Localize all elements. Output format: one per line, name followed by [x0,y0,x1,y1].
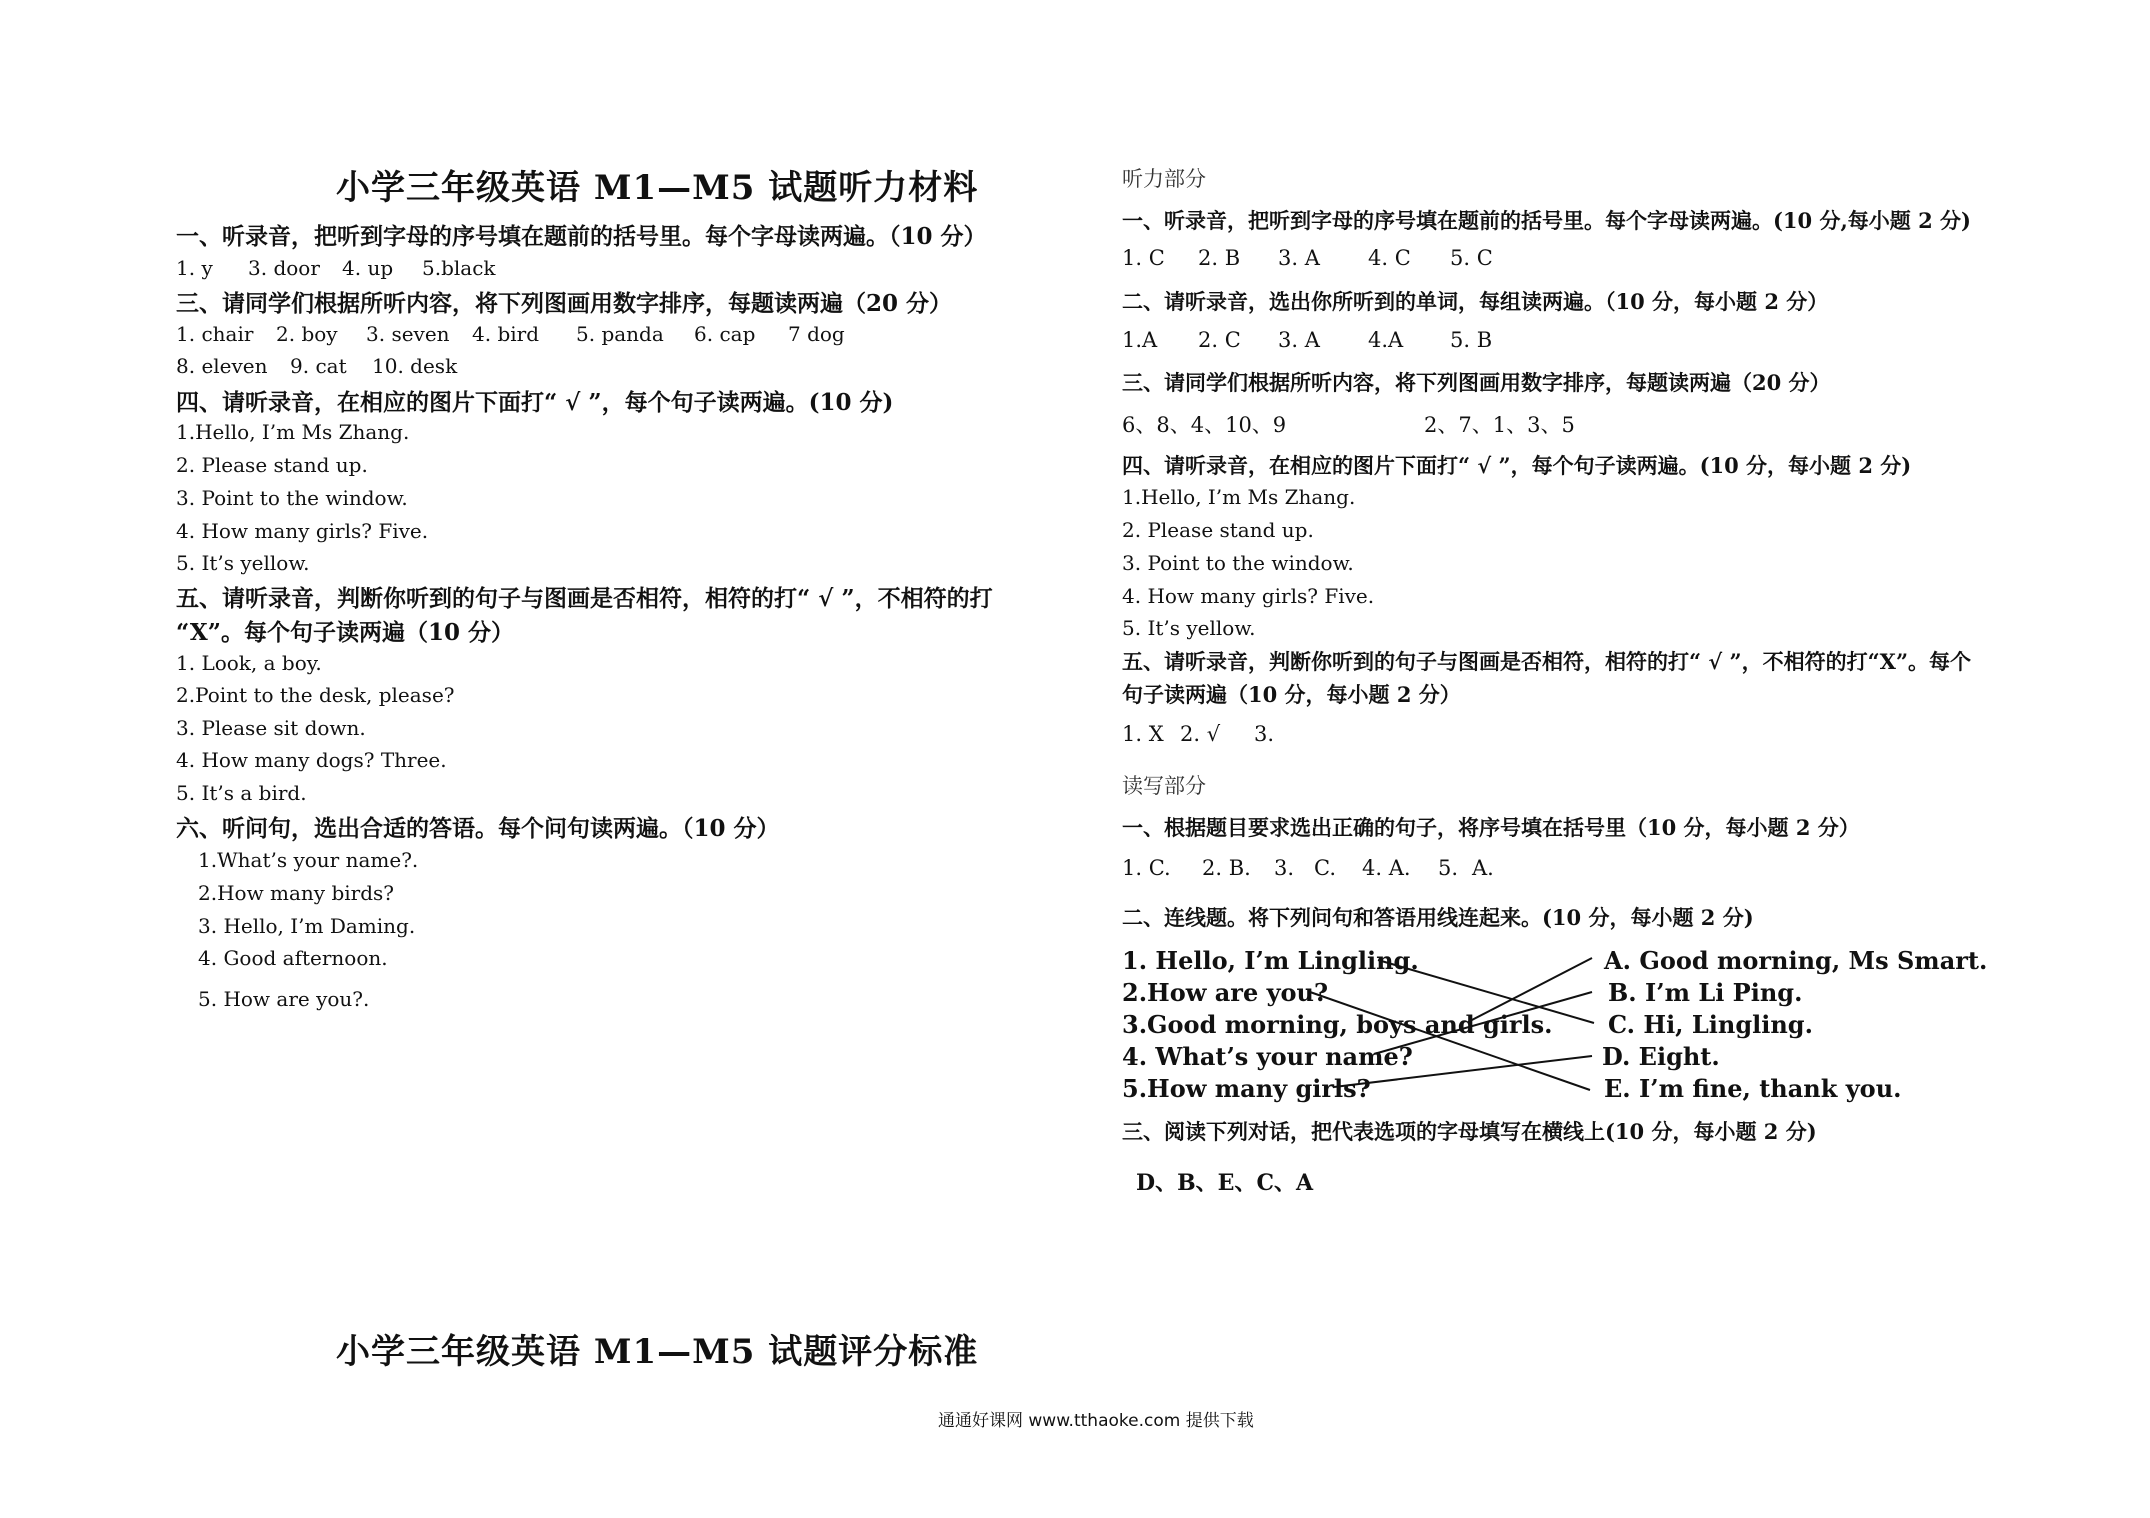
q3-item: 5. panda [576,322,664,346]
q1-item: 1. y [176,256,213,280]
b1-answer: A. [1472,856,1494,880]
q1-item: 4. up [342,256,394,280]
q3-heading: 三、请同学们根据所听内容，将下列图画用数字排序，每题读两遍（20 分） [176,290,953,317]
q6-item: 1.What’s your name?. [198,848,419,872]
match-answer: C. Hi, Lingling. [1608,1010,1813,1039]
match-question: 1. Hello, I’m Lingling. [1122,946,1419,975]
q1-item: 5.black [422,256,496,280]
b2-heading: 二、连线题。将下列问句和答语用线连起来。(10 分，每小题 2 分) [1122,905,1754,930]
a5-answer: 1. X [1122,722,1164,746]
q5-item: 1. Look, a boy. [176,651,322,675]
a4-item: 4. How many girls? Five. [1122,584,1375,608]
a2-answer: 2. C [1198,328,1241,352]
q3-item: 2. boy [276,322,338,346]
a5-answer: 3. [1254,722,1275,746]
a1-answer: 4. C [1368,246,1411,270]
a4-heading: 四、请听录音，在相应的图片下面打“ √ ”，每个句子读两遍。(10 分，每小题 2 分) [1122,453,1912,478]
a1-answer: 5. C [1450,246,1493,270]
a2-answer: 1.A [1122,328,1158,352]
q1-item: 3. door [248,256,320,280]
a2-answer: 3. A [1278,328,1320,352]
q6-item: 5. How are you?. [198,987,370,1011]
matching-exercise [1122,930,2042,1110]
q3-item: 7 dog [788,322,845,346]
q3-item: 10. desk [372,354,458,378]
a5-heading-line1: 五、请听录音，判断你听到的句子与图画是否相符，相符的打“ √ ”，不相符的打“X”。每个 [1122,649,1972,674]
q3-item: 3. seven [366,322,450,346]
q6-item: 4. Good afternoon. [198,946,388,970]
q5-item: 4. How many dogs? Three. [176,748,447,772]
a1-answer: 3. A [1278,246,1320,270]
b1-answer: 5. [1438,856,1459,880]
a2-answer: 5. B [1450,328,1493,352]
match-answer: B. I’m Li Ping. [1608,978,1803,1007]
q4-item: 3. Point to the window. [176,486,408,510]
match-question: 3.Good morning, boys and girls. [1122,1010,1553,1039]
a5-answer: 2. √ [1180,722,1221,746]
q5-item: 5. It’s a bird. [176,781,307,805]
match-answer: E. I’m fine, thank you. [1604,1074,1902,1103]
a3-answer-b: 2、7、1、3、5 [1424,413,1575,437]
q3-item: 4. bird [472,322,540,346]
match-answer: A. Good morning, Ms Smart. [1604,946,1988,975]
q5-heading-line2: “X”。每个句子读两遍（10 分） [176,619,514,646]
q3-item: 8. eleven [176,354,268,378]
listening-section-label: 听力部分 [1122,167,1206,191]
a1-heading: 一、听录音，把听到字母的序号填在题前的括号里。每个字母读两遍。(10 分,每小题 2 分) [1122,208,1971,233]
match-answer: D. Eight. [1602,1042,1720,1071]
a4-item: 1.Hello, I’m Ms Zhang. [1122,485,1356,509]
b1-answer: C. [1314,856,1336,880]
q5-heading-line1: 五、请听录音，判断你听到的句子与图画是否相符，相符的打“ √ ”，不相符的打 [176,585,993,612]
b3-answer: D、B、E、C、A [1136,1170,1314,1196]
match-question: 5.How many girls? [1122,1074,1371,1103]
a4-item: 5. It’s yellow. [1122,616,1256,640]
a3-heading: 三、请同学们根据所听内容，将下列图画用数字排序，每题读两遍（20 分） [1122,370,1831,395]
a4-item: 2. Please stand up. [1122,518,1314,542]
reading-writing-section-label: 读写部分 [1122,774,1206,798]
a2-answer: 4.A [1368,328,1404,352]
b1-answer: 4. A. [1362,856,1411,880]
a2-heading: 二、请听录音，选出你所听到的单词，每组读两遍。（10 分，每小题 2 分） [1122,289,1829,314]
page-title: 小学三年级英语 M1—M5 试题听力材料 [336,168,979,208]
b1-answer: 3. [1274,856,1295,880]
q5-item: 3. Please sit down. [176,716,366,740]
q6-item: 3. Hello, I’m Daming. [198,914,416,938]
a1-answer: 2. B [1198,246,1241,270]
q4-item: 2. Please stand up. [176,453,368,477]
a3-answer-a: 6、8、4、10、9 [1122,413,1287,437]
q3-item: 6. cap [694,322,756,346]
b1-heading: 一、根据题目要求选出正确的句子，将序号填在括号里（10 分，每小题 2 分） [1122,815,1860,840]
bottom-title: 小学三年级英语 M1—M5 试题评分标准 [336,1332,979,1372]
match-question: 4. What’s your name? [1122,1042,1413,1071]
a4-item: 3. Point to the window. [1122,551,1354,575]
q4-item: 1.Hello, I’m Ms Zhang. [176,420,410,444]
q5-item: 2.Point to the desk, please? [176,683,455,707]
match-question: 2.How are you? [1122,978,1329,1007]
a5-heading-line2: 句子读两遍（10 分，每小题 2 分） [1122,682,1461,707]
q6-item: 2.How many birds? [198,881,395,905]
q4-item: 4. How many girls? Five. [176,519,429,543]
b1-answer: 1. C. [1122,856,1171,880]
q4-item: 5. It’s yellow. [176,551,310,575]
b3-heading: 三、阅读下列对话，把代表选项的字母填写在横线上(10 分，每小题 2 分) [1122,1119,1817,1144]
b1-answer: 2. B. [1202,856,1251,880]
footer-source: 通通好课网 www.tthaoke.com 提供下载 [938,1411,1254,1431]
q1-heading: 一、听录音，把听到字母的序号填在题前的括号里。每个字母读两遍。（10 分） [176,223,987,250]
q6-heading: 六、听问句，选出合适的答语。每个问句读两遍。（10 分） [176,815,780,842]
q3-item: 1. chair [176,322,254,346]
q3-item: 9. cat [290,354,347,378]
a1-answer: 1. C [1122,246,1165,270]
q4-heading: 四、请听录音，在相应的图片下面打“ √ ”，每个句子读两遍。(10 分) [176,389,894,416]
